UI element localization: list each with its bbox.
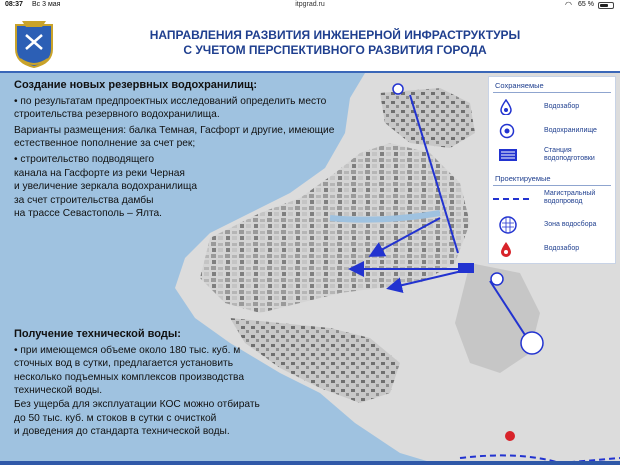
legend-treatment-label-2: водоподготовки — [544, 155, 595, 162]
legend-projected-heading: Проектируемые — [495, 174, 551, 183]
technical-water-line5: Без ущерба для эксплуатации КОС можно отбирать — [14, 398, 260, 410]
legend-catchment-label: Зона водосбора — [544, 221, 597, 228]
legend-main-pipe-label-2: водопровод — [544, 198, 583, 205]
technical-water-line3: несколько подъемных комплексов производства — [14, 371, 244, 383]
legend-existing-heading: Сохраняемые — [495, 81, 544, 90]
wifi-icon: ◠ — [565, 0, 572, 9]
legend-item-main-pipe — [489, 188, 615, 210]
title-line-2: С УЧЕТОМ ПЕРСПЕКТИВНОГО РАЗВИТИЯ ГОРОДА — [183, 43, 487, 57]
technical-water-line4: технической воды. — [14, 385, 103, 397]
map-new-intake — [505, 431, 515, 441]
technical-water-text — [14, 328, 314, 439]
slide-header — [0, 13, 620, 73]
reservoir-icon — [499, 123, 515, 139]
status-time: 08:37 — [5, 1, 23, 8]
city-crest-icon — [12, 19, 56, 69]
battery-level — [600, 4, 608, 7]
slide-bottom-bar — [0, 461, 620, 465]
legend-item-treatment — [489, 145, 615, 167]
technical-water-line2: сточных вод в сутки, предлагается установить — [14, 358, 233, 370]
reservoirs-p3-line4: за счет строительства дамбы — [14, 194, 154, 206]
legend-divider — [493, 92, 611, 93]
address-url[interactable]: itpgrad.ru — [295, 1, 325, 8]
map-reservoir — [491, 273, 503, 285]
legend-divider-2 — [493, 185, 611, 186]
reservoirs-p2: Варианты размещения: балка Темная, Гасфорт и другие, имеющие естественное пополнение за счет рек; — [14, 124, 335, 150]
legend-reservoir-label: Водохранилище — [544, 127, 597, 134]
legend-item-catchment — [489, 214, 615, 236]
legend-water-intake-label: Водозабор — [544, 103, 580, 110]
reservoirs-p3-line1: • строительство подводящего — [14, 153, 155, 165]
technical-water-heading: Получение технической воды: — [14, 328, 181, 340]
map-treatment-station — [458, 263, 474, 273]
technical-water-line7: и доведения до стандарта технической воды. — [14, 426, 230, 438]
legend-item-new-intake — [489, 239, 615, 259]
treatment-station-icon — [499, 149, 517, 161]
map-water-intake — [393, 84, 403, 94]
legend-item-water-intake — [489, 97, 615, 117]
reservoirs-heading: Создание новых резервных водохранилищ: — [14, 79, 258, 91]
header-divider — [0, 71, 620, 73]
legend-treatment-label-1: Станция — [544, 147, 572, 154]
battery-percent: 65 % — [578, 1, 594, 8]
reservoirs-p3-line2: канала на Гасфорте из реки Черная — [14, 167, 185, 179]
map-catchment-zone — [521, 332, 543, 354]
reservoirs-p3-line5: на трассе Севастополь – Ялта. — [14, 208, 162, 220]
presentation-slide — [0, 13, 620, 465]
legend-new-intake-label: Водозабор — [544, 245, 580, 252]
new-intake-icon — [499, 241, 513, 257]
slide-title — [70, 28, 600, 58]
status-bar — [0, 0, 620, 12]
map-legend — [488, 76, 616, 264]
technical-water-line6: до 50 тыс. куб. м стоков в сутки с очисткой — [14, 412, 217, 424]
reservoirs-p1: • по результатам предпроектных исследований определить место строительства резервного водохранилища. — [14, 95, 327, 121]
catchment-zone-icon — [499, 216, 517, 234]
status-date: Вс 3 мая — [32, 1, 61, 8]
main-pipe-icon — [493, 196, 533, 202]
legend-main-pipe-label-1: Магистральный — [544, 190, 596, 197]
water-intake-icon — [499, 99, 513, 115]
legend-item-reservoir — [489, 121, 615, 141]
reservoirs-p3-line3: и увеличение зеркала водохранилища — [14, 181, 197, 193]
title-line-1: НАПРАВЛЕНИЯ РАЗВИТИЯ ИНЖЕНЕРНОЙ ИНФРАСТРУКТУРЫ — [149, 28, 521, 42]
reservoirs-text — [14, 79, 364, 221]
technical-water-line1: • при имеющемся объеме около 180 тыс. куб. м — [14, 344, 241, 356]
battery-icon — [598, 2, 614, 9]
